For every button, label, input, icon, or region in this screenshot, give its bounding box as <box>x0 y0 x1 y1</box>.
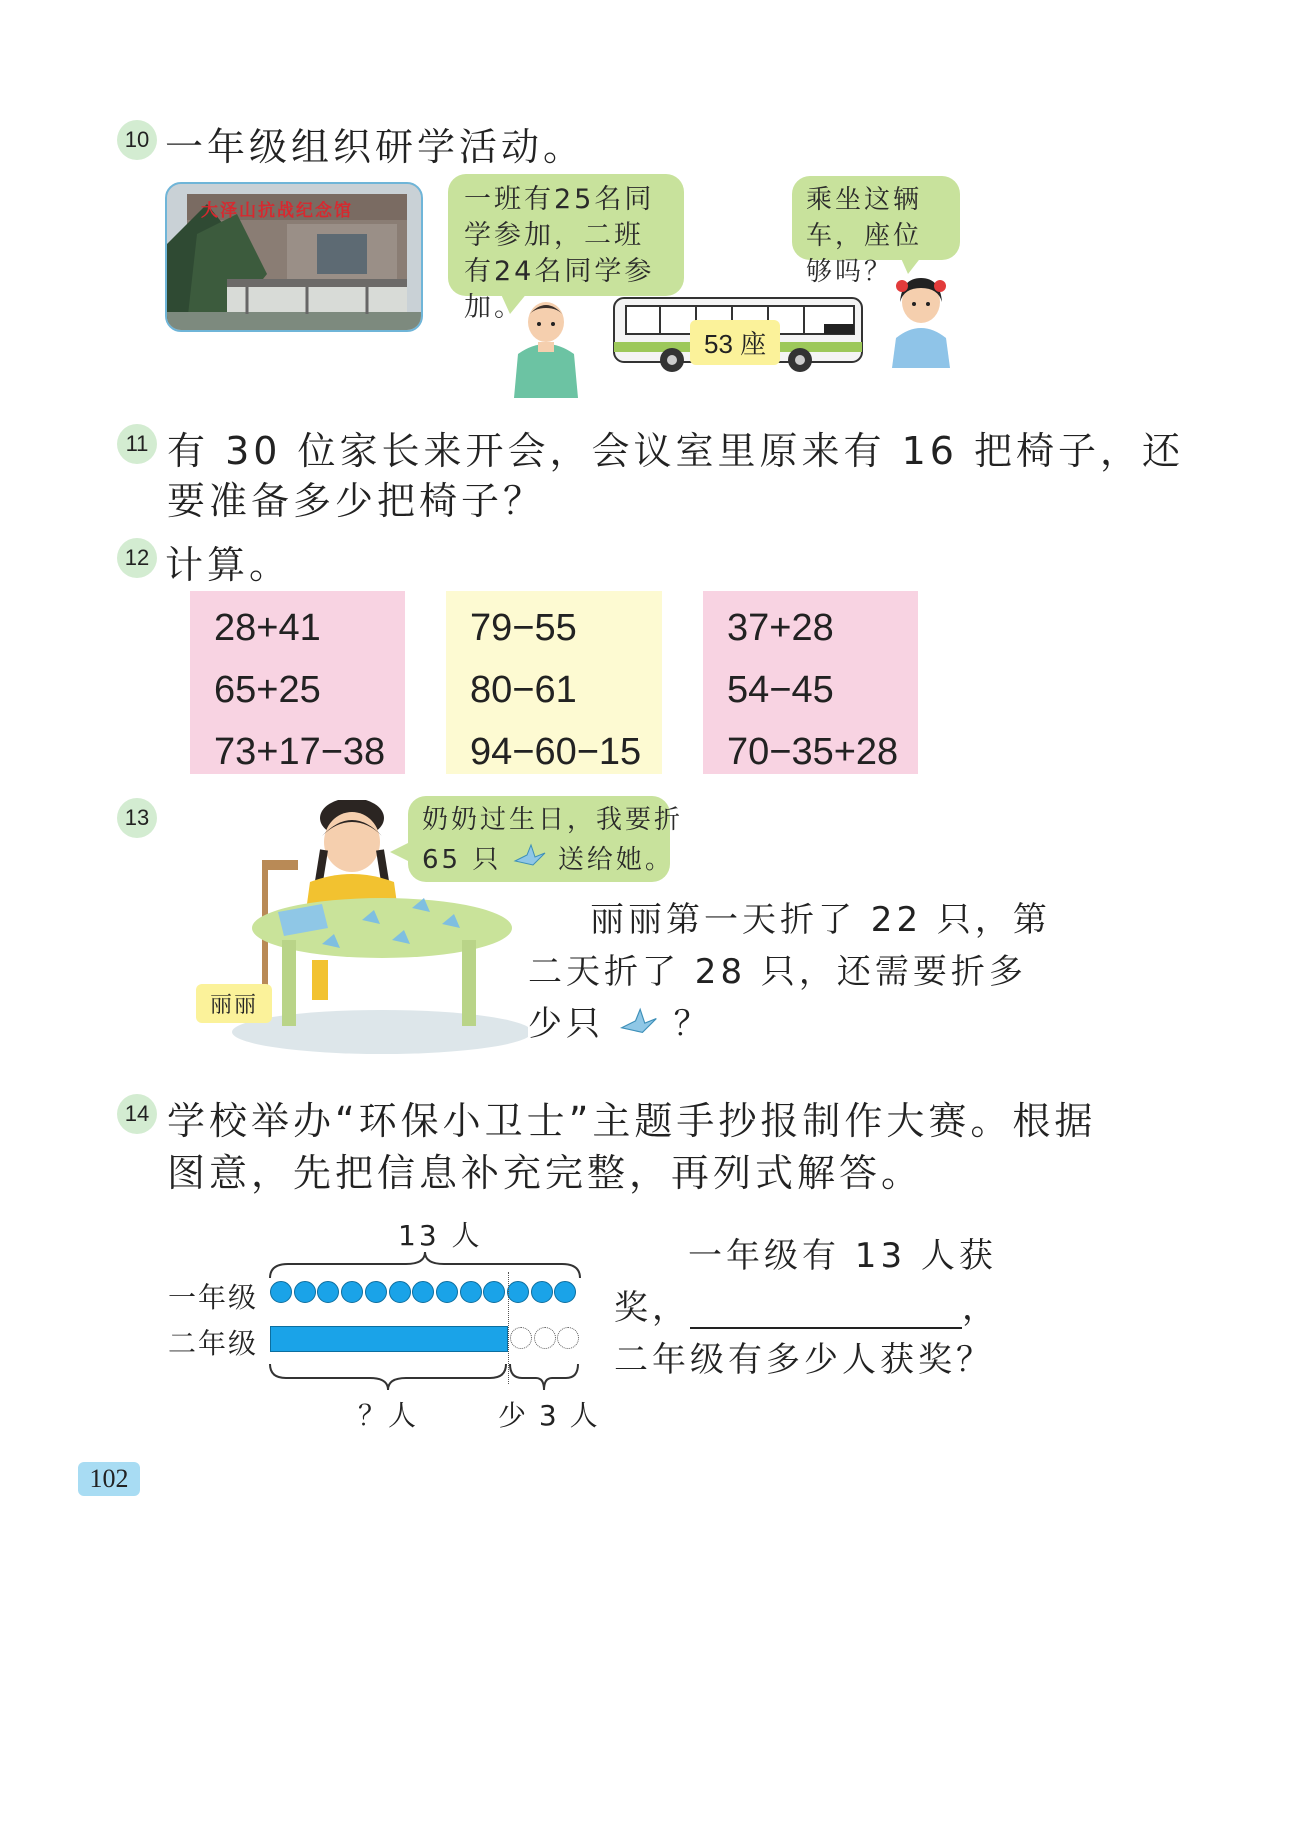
boy-speech-text: 一班有25名同学参加，二班有24名同学参加。 <box>464 184 655 323</box>
calc-item: 70−35+28 <box>727 731 899 773</box>
girl-speech-bubble <box>792 176 960 287</box>
question-14-answer-line2 <box>614 1280 1000 1329</box>
question-14-answer-line1: 一年级有 13 人获 <box>688 1236 997 1276</box>
grade1-dot <box>365 1281 387 1303</box>
question-number-14: 14 <box>117 1094 157 1134</box>
page-number: 102 <box>78 1462 140 1496</box>
diagram-top-label: 13 人 <box>398 1219 483 1252</box>
row1-label: 一年级 <box>168 1281 259 1314</box>
paper-crane-icon <box>513 841 547 881</box>
question-14-answer-line3: 二年级有多少人获奖？ <box>614 1340 994 1380</box>
grade1-dot <box>483 1281 505 1303</box>
grade1-dot <box>436 1281 458 1303</box>
grade1-dot <box>554 1281 576 1303</box>
question-number-13: 13 <box>117 798 157 838</box>
answer-line2-suffix: ， <box>962 1288 1000 1328</box>
question-13-line2: 二天折了 28 只，还需要折多 <box>528 952 1027 992</box>
question-13-line3 <box>528 996 712 1046</box>
bottom-brace-right <box>508 1362 582 1392</box>
lili-speech-line2b: 送给她。 <box>557 845 674 875</box>
calc-group-1 <box>190 591 405 774</box>
question-number-10: 10 <box>117 120 157 160</box>
question-14-line2: 图意，先把信息补充完整，再列式解答。 <box>167 1151 924 1195</box>
girl-speech-text: 乘坐这辆车，座位够吗？ <box>806 185 923 287</box>
grade2-missing-dot <box>534 1327 556 1349</box>
calc-item: 79−55 <box>470 607 577 649</box>
bottom-right-label: 少 3 人 <box>498 1399 600 1432</box>
calc-item: 65+25 <box>214 669 321 711</box>
bus-seat-label: 53 座 <box>690 320 780 365</box>
grade2-missing-dot <box>557 1327 579 1349</box>
calc-item: 80−61 <box>470 669 577 711</box>
girl-illustration <box>888 272 954 368</box>
question-11-line1: 有 30 位家长来开会，会议室里原来有 16 把椅子，还 <box>167 429 1185 473</box>
calc-item: 94−60−15 <box>470 731 642 773</box>
answer-line2-prefix: 奖， <box>614 1288 690 1328</box>
top-brace <box>268 1250 582 1280</box>
bottom-left-label: ？人 <box>358 1399 419 1432</box>
photo-sign: 大泽山抗战纪念馆 <box>201 201 353 221</box>
calc-item: 37+28 <box>727 607 834 649</box>
grade1-dot <box>460 1281 482 1303</box>
museum-photo <box>165 182 423 332</box>
question-12-text: 计算。 <box>165 543 292 587</box>
calc-group-2 <box>446 591 662 774</box>
grade1-dot <box>317 1281 339 1303</box>
calc-group-3 <box>703 591 918 774</box>
calc-item: 73+17−38 <box>214 731 386 773</box>
question-number-12: 12 <box>117 538 157 578</box>
lili-speech-line2a: 65 只 <box>422 845 502 875</box>
lili-bubble-tail <box>390 842 410 862</box>
grade1-dot <box>270 1281 292 1303</box>
question-13-line3a: 少只 <box>528 1004 604 1044</box>
grade1-dot <box>294 1281 316 1303</box>
boy-illustration <box>508 298 586 398</box>
calc-item: 54−45 <box>727 669 834 711</box>
question-13-line3b: ？ <box>673 1004 712 1044</box>
question-14-line1: 学校举办“环保小卫士”主题手抄报制作大赛。根据 <box>167 1099 1097 1143</box>
grade1-dot <box>507 1281 529 1303</box>
grade1-dot <box>341 1281 363 1303</box>
lili-speech-line1: 奶奶过生日，我要折 <box>422 805 684 835</box>
name-tag-lili: 丽丽 <box>196 984 272 1023</box>
calc-item: 28+41 <box>214 607 321 649</box>
question-13-line1: 丽丽第一天折了 22 只，第 <box>590 900 1051 940</box>
question-10-text: 一年级组织研学活动。 <box>165 125 586 169</box>
grade2-missing-dot <box>510 1327 532 1349</box>
grade1-dot <box>531 1281 553 1303</box>
grade1-dot <box>389 1281 411 1303</box>
grade2-bar <box>270 1326 508 1352</box>
question-11-line2: 要准备多少把椅子？ <box>167 479 546 523</box>
bottom-brace-left <box>268 1362 510 1392</box>
boy-speech-bubble <box>448 174 684 323</box>
grade1-dot <box>412 1281 434 1303</box>
question-number-11: 11 <box>117 424 157 464</box>
grade1-dots-row <box>270 1281 590 1311</box>
row2-label: 二年级 <box>168 1327 259 1360</box>
lili-speech-bubble <box>408 796 684 882</box>
answer-blank[interactable] <box>690 1299 962 1329</box>
paper-crane-icon <box>619 1006 659 1046</box>
grade2-missing-dots <box>508 1326 588 1356</box>
